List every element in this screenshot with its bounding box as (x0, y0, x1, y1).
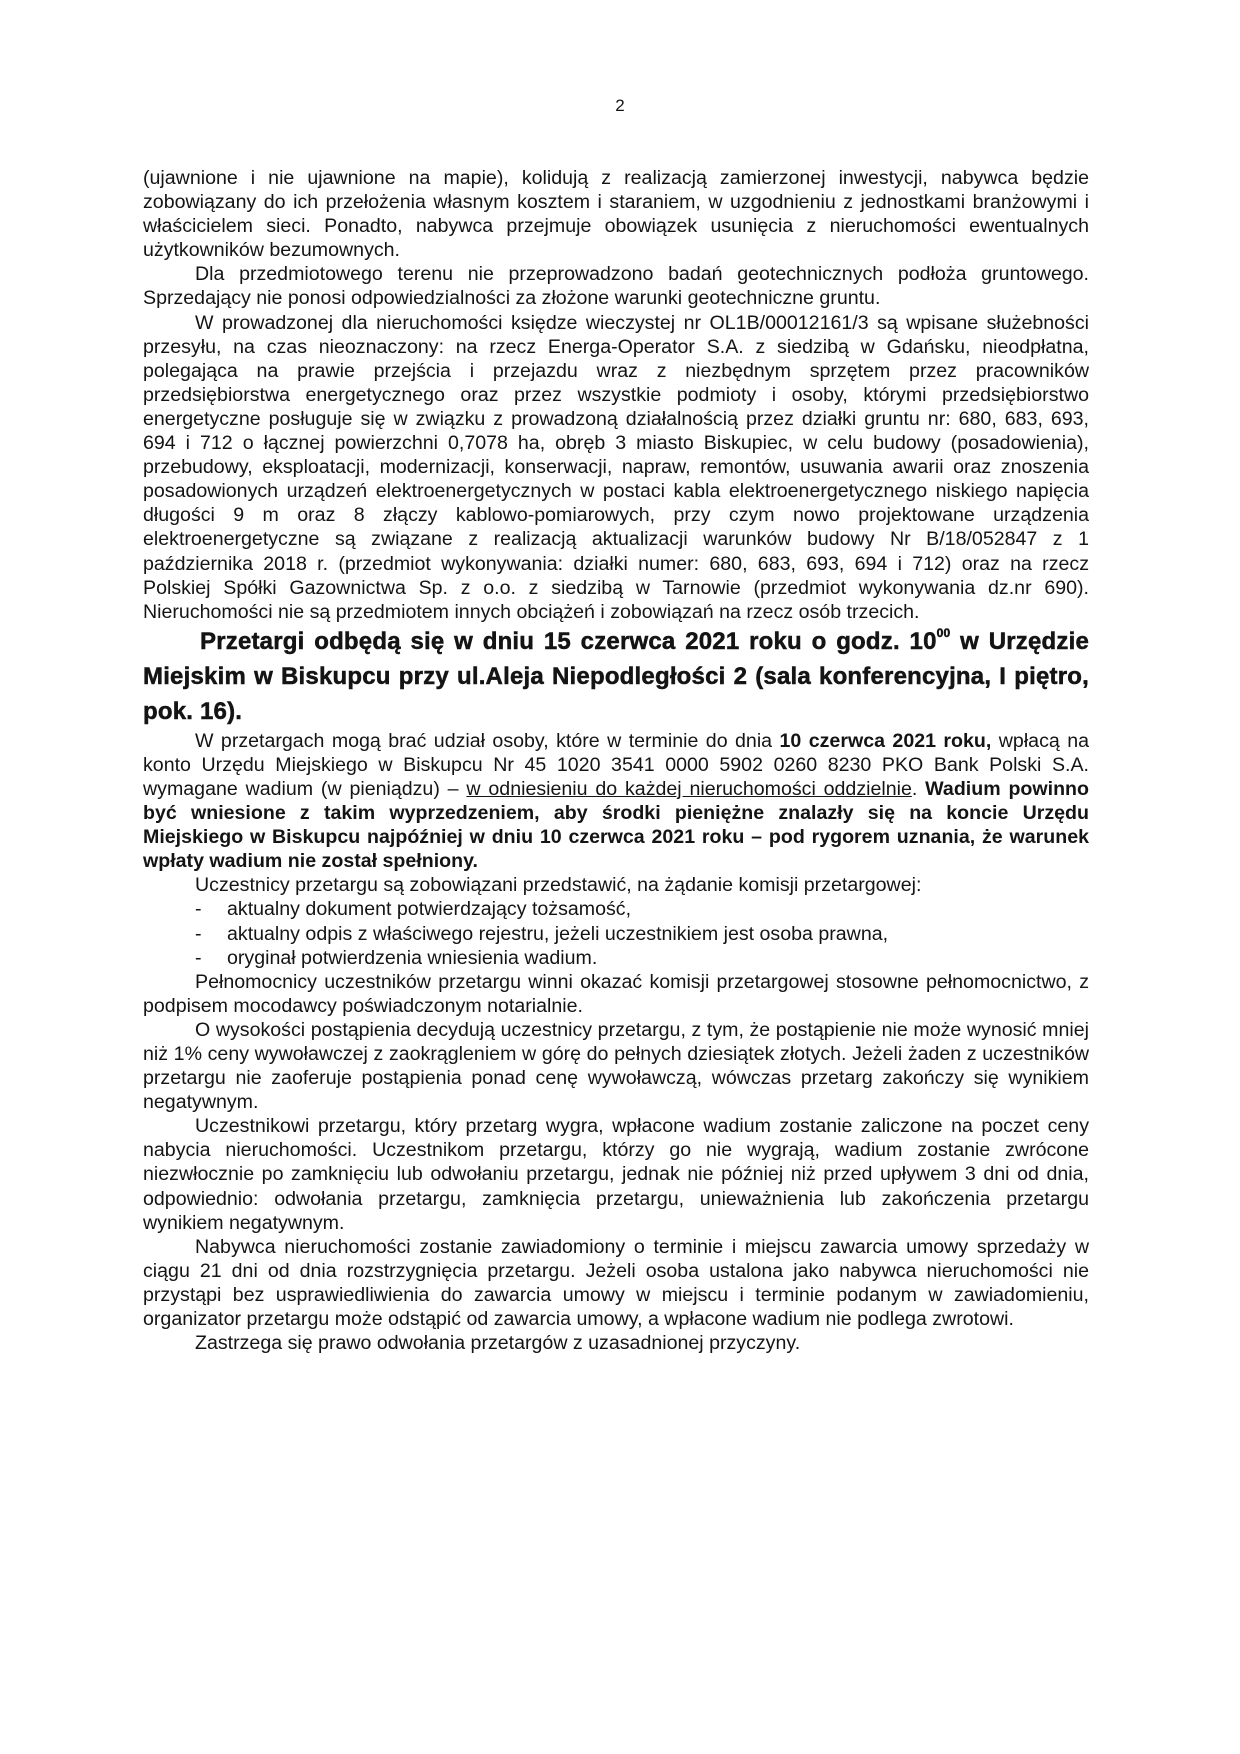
deposit-warning: Wadium powinno być wniesione z takim wyprzedzeniem, aby środki pieniężne znalazły się na koncie Urzędu Miejskiego w Biskupcu najpóźniej w dniu 10 czerwca 2021 roku – pod rygorem uznania, że warunek wpłaty wadium nie został spełniony. (143, 777, 1089, 873)
auction-date-text: Przetargi odbędą się w dniu 15 czerwca 2021 roku o godz. 10 (200, 627, 937, 655)
paragraph-proxy: Pełnomocnicy uczestników przetargu winni okazać komisji przetargowej stosowne pełnomocnictwo, z podpisem mocodawcy poświadczonym notarialnie. (143, 970, 1089, 1017)
deposit-text-2: wpłacą na konto Urzędu Miejskiego w Biskupcu Nr 45 1020 3541 0000 5902 0260 8230 PKO Bank Polski S.A. wymagane wadium (w pieniądzu) – (143, 729, 1089, 800)
participants-intro: Uczestnicy przetargu są zobowiązani przedstawić, na żądanie komisji przetargowej: (195, 874, 922, 897)
paragraph-geotechnical: Dla przedmiotowego terenu nie przeprowadzono badań geotechnicznych podłoża gruntowego. Sprzedający nie ponosi odpowiedzialności za złożone warunki geotechniczne gruntu. (143, 263, 1089, 310)
paragraph-deposit (143, 729, 1089, 874)
deposit-deadline: 10 czerwca 2021 roku, (779, 729, 992, 752)
list-item: - oryginał potwierdzenia wniesienia wadium. (195, 946, 1089, 970)
auction-time-minutes: 00 (936, 625, 951, 640)
paragraph-easements: W prowadzonej dla nieruchomości księdze wieczystej nr OL1B/00012161/3 są wpisane służebności przesyłu, na czas nieoznaczony: na rzecz Energa-Operator S.A. z siedzibą w Gdańsku, nieodpłatna, polegająca na prawie przejścia i przejazdu wraz z niezbędnym sprzętem przez pracowników przedsiębiorstwa energetycznego oraz przez wszystkie podmioty i osoby, którymi przedsiębiorstwo energetyczne posługuje się w związku z prowadzoną działalnością przez działki gruntu nr: 680, 683, 693, 694 i 712 o łącznej powierzchni 0,7078 ha, obręb 3 miasto Biskupiec, w celu budowy (posadowienia), przebudowy, eksploatacji, modernizacji, konserwacji, napraw, remontów, usuwania awarii oraz znoszenia posadowionych urządzeń elektroenergetycznych w postaci kabla elektroenergetycznego niskiego napięcia długości 9 m oraz 8 złączy kablowo-pomiarowych, przy czym nowo projektowane urządzenia elektroenergetyczne są związane z realizacją aktualizacji warunków budowy Nr B/18/052847 z 1 października 2018 r. (przedmiot wykonywania: działki numer: 680, 683, 693, 694 i 712) oraz na rzecz Polskiej Spółki Gazownictwa Sp. z o.o. z siedzibą w Tarnowie (przedmiot wykonywania dz.nr 690). Nieruchomości nie są przedmiotem innych obciążeń i zobowiązań na rzecz osób trzecich. (143, 311, 1089, 623)
requirements-list (143, 897, 1089, 969)
paragraph-bids: O wysokości postąpienia decydują uczestnicy przetargu, z tym, że postąpienie nie może wynosić mniej niż 1% ceny wywoławczej z zaokrągleniem w górę do pełnych dziesiątek złotych. Jeżeli żaden z uczestników przetargu nie zaoferuje postąpienia ponad cenę wywoławczą, wówczas przetarg zakończy się wynikiem negatywnym. (143, 1018, 1089, 1114)
paragraph-reserve: Zastrzega się prawo odwołania przetargów z uzasadnionej przyczyny. (195, 1332, 801, 1355)
auction-date-heading (143, 624, 1089, 729)
paragraph-refund: Uczestnikowi przetargu, który przetarg wygra, wpłacone wadium zostanie zaliczone na poczet ceny nabycia nieruchomości. Uczestnikom przetargu, którzy go nie wygrają, wadium zostanie zwrócone niezwłocznie po zamknięciu lub odwołaniu przetargu, jednak nie później niż przed upływem 3 dni od dnia, odpowiednio: odwołania przetargu, zamknięcia przetargu, unieważnienia lub zakończenia przetargu wynikiem negatywnym. (143, 1115, 1089, 1234)
document-body (143, 166, 1089, 1355)
page-number: 2 (615, 96, 625, 115)
deposit-text-3: . (911, 777, 926, 800)
paragraph-utilities: (ujawnione i nie ujawnione na mapie), kolidują z realizacją zamierzonej inwestycji, nabywca będzie zobowiązany do ich przełożenia własnym kosztem i staraniem, w uzgodnieniu z jednostkami branżowymi i właścicielem sieci. Ponadto, nabywca przejmuje obowiązek usunięcia z nieruchomości ewentualnych użytkowników bezumownych. (143, 167, 1089, 262)
auction-location-text: w Urzędzie Miejskim w Biskupcu przy ul.Aleja Niepodległości 2 (sala konferencyjna, I piętro, pok. 16). (143, 627, 1089, 725)
deposit-each-property-note: w odniesieniu do każdej nieruchomości oddzielnie (466, 777, 912, 800)
paragraph-contract: Nabywca nieruchomości zostanie zawiadomiony o terminie i miejscu zawarcia umowy sprzedaży w ciągu 21 dni od dnia rozstrzygnięcia przetargu. Jeżeli osoba ustalona jako nabywca nieruchomości nie przystąpi bez usprawiedliwienia do zawarcia umowy w miejscu i terminie podanym w zawiadomieniu, organizator przetargu może odstąpić od zawarcia umowy, a wpłacone wadium nie podlega zwrotowi. (143, 1235, 1089, 1331)
list-item: - aktualny dokument potwierdzający tożsamość, (195, 897, 1089, 921)
list-item: - aktualny odpis z właściwego rejestru, jeżeli uczestnikiem jest osoba prawna, (195, 922, 1089, 946)
deposit-text-1: W przetargach mogą brać udział osoby, które w terminie do dnia (195, 729, 780, 752)
